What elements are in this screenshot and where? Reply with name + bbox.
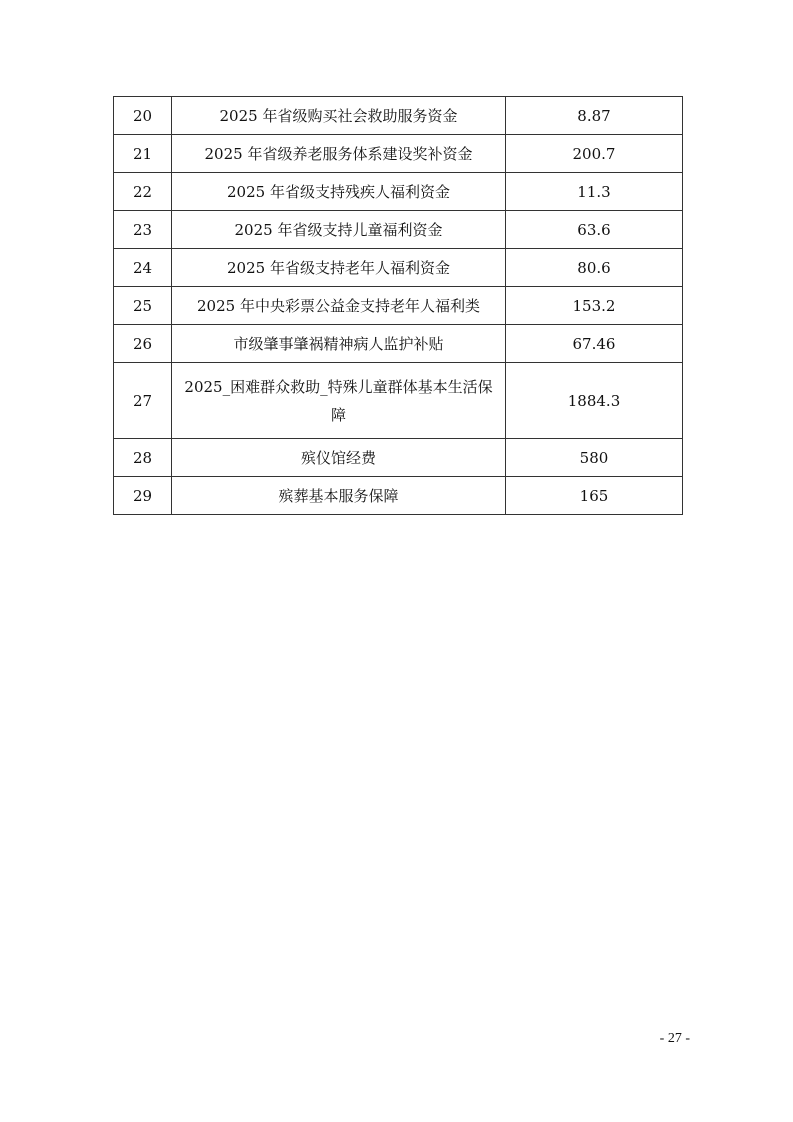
row-number: 28 bbox=[114, 439, 172, 477]
item-name: 殡葬基本服务保障 bbox=[172, 477, 506, 515]
funds-table bbox=[113, 96, 683, 515]
table-row bbox=[114, 249, 683, 287]
row-number: 21 bbox=[114, 135, 172, 173]
amount: 580 bbox=[506, 439, 683, 477]
table-row bbox=[114, 477, 683, 515]
table-row bbox=[114, 439, 683, 477]
table-row bbox=[114, 97, 683, 135]
amount: 200.7 bbox=[506, 135, 683, 173]
item-name: 市级肇事肇祸精神病人监护补贴 bbox=[172, 325, 506, 363]
table-row bbox=[114, 211, 683, 249]
table-row bbox=[114, 173, 683, 211]
item-name: 殡仪馆经费 bbox=[172, 439, 506, 477]
row-number: 24 bbox=[114, 249, 172, 287]
amount: 153.2 bbox=[506, 287, 683, 325]
row-number: 23 bbox=[114, 211, 172, 249]
table-row bbox=[114, 363, 683, 439]
row-number: 22 bbox=[114, 173, 172, 211]
amount: 8.87 bbox=[506, 97, 683, 135]
table-row bbox=[114, 325, 683, 363]
page-number: - 27 - bbox=[659, 1031, 690, 1046]
row-number: 29 bbox=[114, 477, 172, 515]
row-number: 25 bbox=[114, 287, 172, 325]
item-name: 2025 年省级养老服务体系建设奖补资金 bbox=[172, 135, 506, 173]
row-number: 26 bbox=[114, 325, 172, 363]
item-name: 2025 年中央彩票公益金支持老年人福利类 bbox=[172, 287, 506, 325]
item-name: 2025_困难群众救助_特殊儿童群体基本生活保障 bbox=[172, 363, 506, 439]
amount: 80.6 bbox=[506, 249, 683, 287]
item-name: 2025 年省级购买社会救助服务资金 bbox=[172, 97, 506, 135]
table-row bbox=[114, 135, 683, 173]
amount: 11.3 bbox=[506, 173, 683, 211]
amount: 63.6 bbox=[506, 211, 683, 249]
row-number: 20 bbox=[114, 97, 172, 135]
item-name: 2025 年省级支持残疾人福利资金 bbox=[172, 173, 506, 211]
item-name: 2025 年省级支持老年人福利资金 bbox=[172, 249, 506, 287]
amount: 67.46 bbox=[506, 325, 683, 363]
amount: 165 bbox=[506, 477, 683, 515]
amount: 1884.3 bbox=[506, 363, 683, 439]
item-name: 2025 年省级支持儿童福利资金 bbox=[172, 211, 506, 249]
table-row bbox=[114, 287, 683, 325]
row-number: 27 bbox=[114, 363, 172, 439]
